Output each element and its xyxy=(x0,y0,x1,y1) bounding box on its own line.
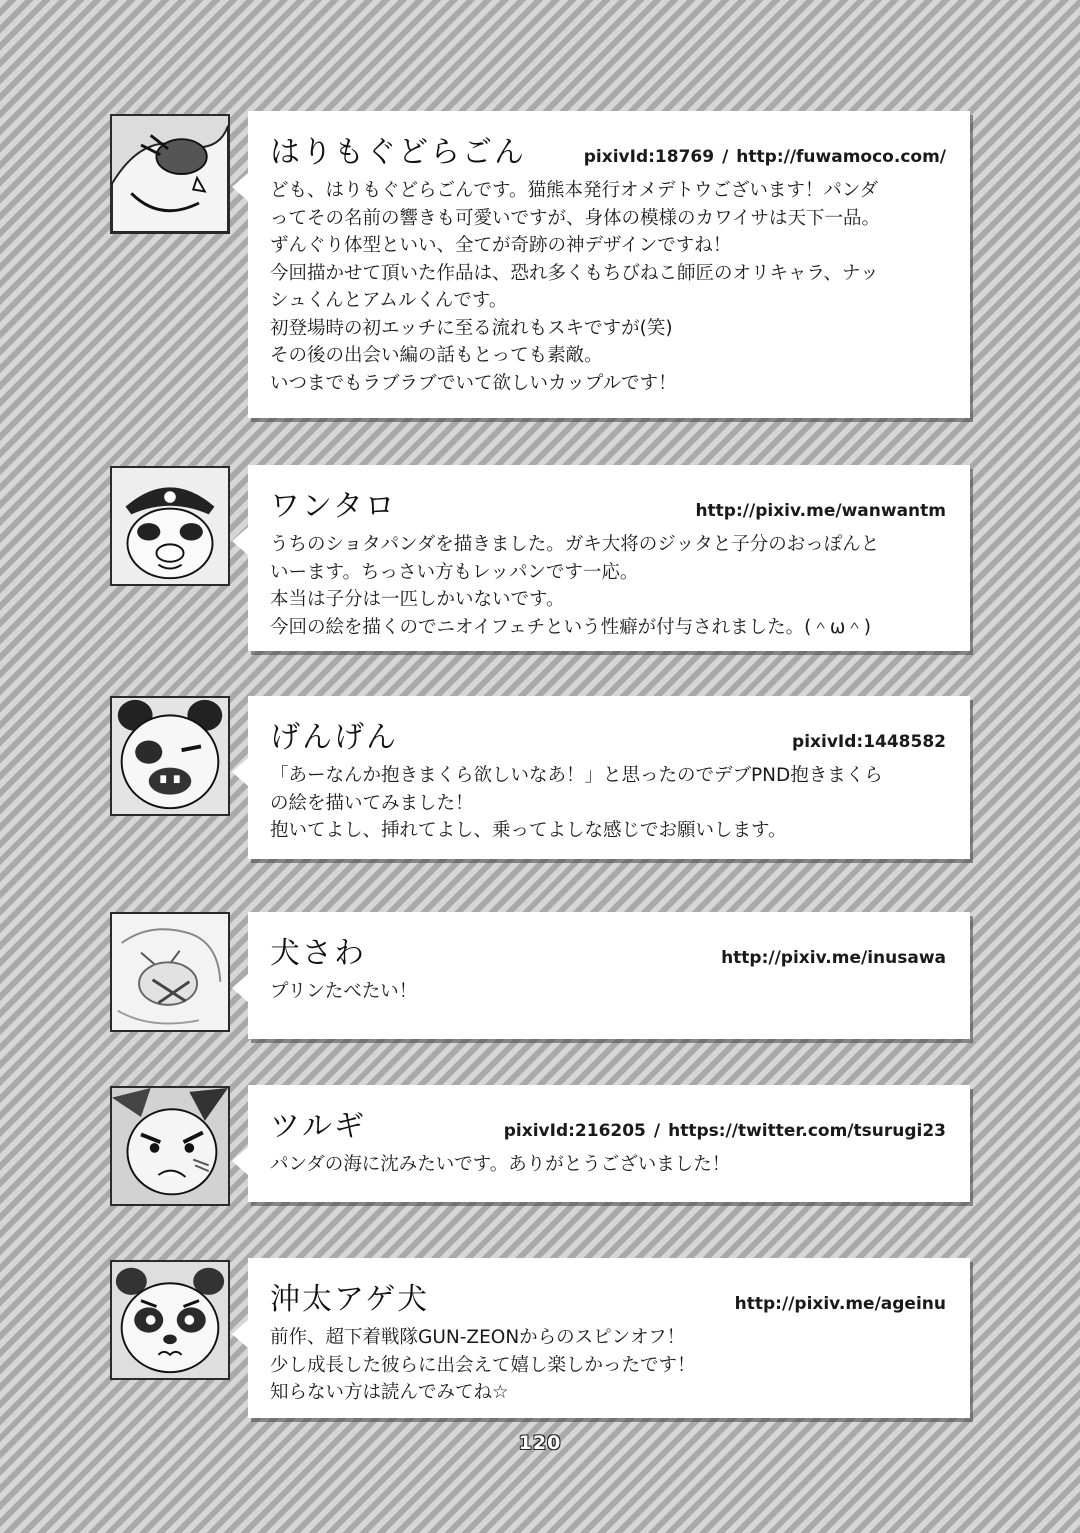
comment-line: パンダの海に沈みたいです。ありがとうございました！ xyxy=(270,1154,731,1175)
comment-bubble xyxy=(248,465,970,651)
comment-line: 「あーなんか抱きまくら欲しいなあ！」と思ったのでデブPND抱きまくら xyxy=(270,765,883,786)
author-url[interactable]: http://pixiv.me/wanwantm xyxy=(695,501,946,521)
comment-line: うちのショタパンダを描きました。ガキ大将のジッタと子分のおっぽんと xyxy=(270,534,880,555)
pixiv-id: pixivId:1448582 xyxy=(792,732,946,752)
comment-text xyxy=(270,1151,946,1179)
pixiv-id: pixivId:216205 xyxy=(503,1121,646,1141)
comment-line: ってその名前の響きも可愛いですが、身体の模様のカワイサは天下一品。 xyxy=(270,207,880,229)
author-name: はりもぐどらごん xyxy=(270,135,526,170)
comment-line: 少し成長した彼らに出会えて嬉し楽しかったです！ xyxy=(270,1354,696,1376)
comment-line: ずんぐり体型といい、全てが奇跡の神デザインですね！ xyxy=(270,235,732,256)
link-separator: / xyxy=(653,1121,661,1141)
pixiv-id: pixivId:18769 xyxy=(583,147,715,167)
comment-bubble xyxy=(248,111,970,418)
comment-line: 知らない方は読んでみてね☆ xyxy=(270,1382,509,1403)
comment-text xyxy=(270,531,946,641)
author-url[interactable]: http://pixiv.me/ageinu xyxy=(734,1294,946,1314)
comment-line: 今回描かせて頂いた作品は、恐れ多くもちびねこ師匠のオリキャラ、ナッ xyxy=(270,262,879,284)
worried-panda-icon xyxy=(110,1260,230,1380)
author-name: 犬さわ xyxy=(270,936,366,971)
comment-line: その後の出会い編の話もとっても素敵。 xyxy=(270,345,603,366)
author-links xyxy=(721,948,946,968)
comment-text xyxy=(270,177,946,397)
author-links xyxy=(735,1294,946,1314)
author-url[interactable]: http://fuwamoco.com/ xyxy=(736,147,946,167)
author-name: げんげん xyxy=(270,720,398,755)
comment-text xyxy=(270,1324,946,1407)
sketch-dog-icon xyxy=(110,912,230,1032)
link-separator: / xyxy=(722,147,729,167)
comment-line: 今回の絵を描くのでニオイフェチという性癖が付与されました。(＾ω＾) xyxy=(270,616,872,638)
comment-line: 本当は子分は一匹しかいないです。 xyxy=(270,589,565,610)
comment-bubble xyxy=(248,1258,970,1418)
author-url[interactable]: https://twitter.com/tsurugi23 xyxy=(668,1121,946,1141)
dragon-character-icon xyxy=(110,114,230,234)
author-url[interactable]: http://pixiv.me/inusawa xyxy=(721,948,946,968)
comment-line: プリンたべたい！ xyxy=(270,981,418,1002)
author-links xyxy=(695,501,946,521)
pirate-panda-icon xyxy=(110,466,230,586)
wolf-character-icon xyxy=(110,1086,230,1206)
winking-panda-icon xyxy=(110,696,230,816)
comment-bubble xyxy=(248,696,970,859)
author-links xyxy=(584,147,946,167)
author-name: ツルギ xyxy=(270,1109,366,1144)
author-name: 沖太アゲ犬 xyxy=(270,1282,430,1317)
comment-bubble xyxy=(248,1085,970,1202)
comment-line: いつまでもラブラブでいて欲しいカップルです！ xyxy=(270,372,677,394)
comment-line: いーます。ちっさい方もレッパンです一応。 xyxy=(270,561,639,583)
comment-line: の絵を描いてみました！ xyxy=(270,792,474,814)
comment-text xyxy=(270,978,946,1006)
author-links xyxy=(792,732,946,752)
comment-line: ども、はりもぐどらごんです。猫熊本発行オメデトウございます！パンダ xyxy=(270,180,879,201)
author-name: ワンタロ xyxy=(270,489,397,524)
author-links xyxy=(504,1121,946,1141)
comment-line: 抱いてよし、挿れてよし、乗ってよしな感じでお願いします。 xyxy=(270,820,787,841)
comment-bubble xyxy=(248,912,970,1039)
comment-line: シュくんとアムルくんです。 xyxy=(270,290,508,311)
page-number: 120 xyxy=(518,1432,562,1454)
comment-text xyxy=(270,762,946,845)
comment-line: 初登場時の初エッチに至る流れもスキですが(笑) xyxy=(270,317,673,339)
comment-line: 前作、超下着戦隊GUN-ZEONからのスピンオフ！ xyxy=(270,1327,686,1348)
